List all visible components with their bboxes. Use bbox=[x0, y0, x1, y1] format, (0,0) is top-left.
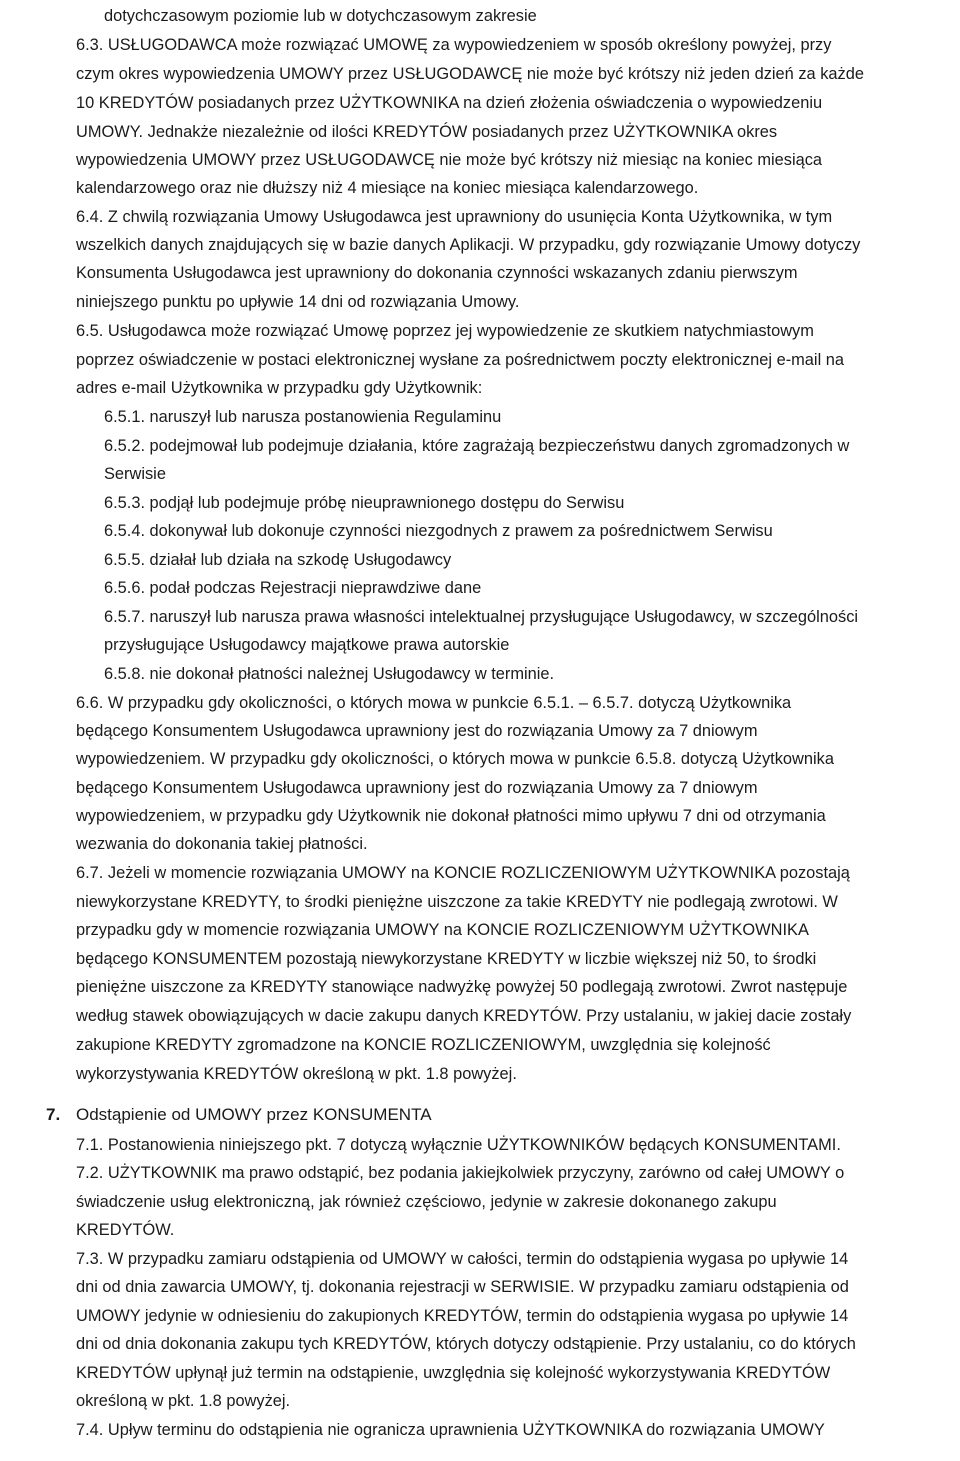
text-line: dni od dnia zawarcia UMOWY, tj. dokonania rejestracji w SERWISIE. W przypadku zamiaru odstąpienia od bbox=[76, 1278, 849, 1296]
text-line: przysługujące Usługodawcy majątkowe prawa autorskie bbox=[104, 636, 510, 654]
text-line: 7.3. W przypadku zamiaru odstąpienia od UMOWY w całości, termin do odstąpienia wygasa po upływie 14 bbox=[76, 1250, 849, 1268]
text-line: 6.3. USŁUGODAWCA może rozwiązać UMOWĘ za wypowiedzeniem w sposób określony powyżej, przy bbox=[76, 36, 832, 54]
text-line: poprzez oświadczenie w postaci elektronicznej wysłane za pośrednictwem poczty elektronicznej e-mail na bbox=[76, 351, 844, 369]
text-line: 10 KREDYTÓW posiadanych przez UŻYTKOWNIKA na dzień złożenia oświadczenia o wypowiedzeniu bbox=[76, 94, 823, 112]
text-line: 6.7. Jeżeli w momencie rozwiązania UMOWY na KONCIE ROZLICZENIOWYM UŻYTKOWNIKA pozostają bbox=[76, 864, 850, 882]
section-number: 7. bbox=[46, 1105, 61, 1124]
text-line: wszelkich danych znajdujących się w bazie danych Aplikacji. W przypadku, gdy rozwiązanie Umowy dotyczy bbox=[76, 236, 861, 254]
text-line: KREDYTÓW. bbox=[76, 1221, 175, 1239]
text-line: 6.5.4. dokonywał lub dokonuje czynności niezgodnych z prawem za pośrednictwem Serwisu bbox=[104, 522, 773, 540]
text-line: niniejszego punktu po upływie 14 dni od rozwiązania Umowy. bbox=[76, 293, 520, 311]
text-line: wezwania do dokonania takiej płatności. bbox=[76, 835, 368, 853]
text-line: 7.2. UŻYTKOWNIK ma prawo odstąpić, bez podania jakiejkolwiek przyczyny, zarówno od całej UMOWY o bbox=[76, 1164, 845, 1182]
text-line: wypowiedzeniem. W przypadku gdy okoliczności, o których mowa w punkcie 6.5.8. dotyczą Użytkownika bbox=[76, 750, 834, 768]
text-line: 6.5.8. nie dokonał płatności należnej Usługodawcy w terminie. bbox=[104, 665, 555, 683]
text-line: czym okres wypowiedzenia UMOWY przez USŁUGODAWCĘ nie może być krótszy niż jeden dzień za każde bbox=[76, 65, 864, 83]
text-line: niewykorzystane KREDYTY, to środki pieniężne uiszczone za takie KREDYTY nie podlegają zwrotowi. W bbox=[76, 893, 838, 911]
text-line: 6.5. Usługodawca może rozwiązać Umowę poprzez jej wypowiedzenie ze skutkiem natychmiastowym bbox=[76, 322, 814, 340]
text-line: będącego KONSUMENTEM pozostają niewykorzystane KREDYTY w liczbie większej niż 50, to środki bbox=[76, 950, 817, 968]
text-line: 7.1. Postanowienia niniejszego pkt. 7 dotyczą wyłącznie UŻYTKOWNIKÓW będących KONSUMENTAMI. bbox=[76, 1136, 841, 1154]
text-line: 6.5.6. podał podczas Rejestracji nieprawdziwe dane bbox=[104, 579, 482, 597]
text-line: 6.5.1. naruszył lub narusza postanowienia Regulaminu bbox=[104, 408, 502, 426]
text-line: 6.6. W przypadku gdy okoliczności, o których mowa w punkcie 6.5.1. – 6.5.7. dotyczą Użytkownika bbox=[76, 694, 792, 712]
text-line: zakupione KREDYTY zgromadzone na KONCIE ROZLICZENIOWYM, uwzględnia się kolejność bbox=[76, 1036, 771, 1054]
text-line: wypowiedzenia UMOWY przez USŁUGODAWCĘ nie może być krótszy niż miesiąc na koniec miesiąca bbox=[76, 151, 823, 169]
text-line: 6.5.5. działał lub działa na szkodę Usługodawcy bbox=[104, 551, 452, 569]
section-title: Odstąpienie od UMOWY przez KONSUMENTA bbox=[76, 1105, 432, 1124]
text-line: 7.4. Upływ terminu do odstąpienia nie ogranicza uprawnienia UŻYTKOWNIKA do rozwiązania UMOWY bbox=[76, 1421, 825, 1439]
text-line: KREDYTÓW upłynął już termin na odstąpienie, uwzględnia się kolejność wykorzystywania KREDYTÓW bbox=[76, 1364, 831, 1382]
text-line: Konsumenta Usługodawca jest uprawniony do dokonania czynności wskazanych zdaniu pierwszym bbox=[76, 264, 798, 282]
text-line: według stawek obowiązujących w dacie zakupu danych KREDYTÓW. Przy ustalaniu, w jakiej dacie zostały bbox=[76, 1007, 852, 1025]
text-line: dni od dnia dokonania zakupu tych KREDYTÓW, których dotyczy odstąpienie. Przy ustalaniu, co do których bbox=[76, 1335, 856, 1353]
text-line: Serwisie bbox=[104, 465, 166, 483]
text-line: dotychczasowym poziomie lub w dotychczasowym zakresie bbox=[104, 7, 537, 25]
text-line: 6.4. Z chwilą rozwiązania Umowy Usługodawca jest uprawniony do usunięcia Konta Użytkownika, w tym bbox=[76, 208, 833, 226]
text-line: będącego Konsumentem Usługodawca uprawniony jest do rozwiązania Umowy za 7 dniowym bbox=[76, 722, 758, 740]
text-line: pieniężne uiszczone za KREDYTY stanowiące nadwyżkę powyżej 50 podlegają zwrotowi. Zwrot następuje bbox=[76, 978, 848, 996]
text-line: 6.5.3. podjął lub podejmuje próbę nieuprawnionego dostępu do Serwisu bbox=[104, 494, 625, 512]
text-line: kalendarzowego oraz nie dłuższy niż 4 miesiące na koniec miesiąca kalendarzowego. bbox=[76, 179, 699, 197]
text-line: wypowiedzeniem, w przypadku gdy Użytkownik nie dokonał płatności mimo upływu 7 dni od otrzymania bbox=[76, 807, 826, 825]
text-line: 6.5.2. podejmował lub podejmuje działania, które zagrażają bezpieczeństwu danych zgromadzonych w bbox=[104, 437, 850, 455]
text-line: UMOWY. Jednakże niezależnie od ilości KREDYTÓW posiadanych przez UŻYTKOWNIKA okres bbox=[76, 123, 778, 141]
text-line: przypadku gdy w momencie rozwiązania UMOWY na KONCIE ROZLICZENIOWYM UŻYTKOWNIKA bbox=[76, 921, 809, 939]
text-line: świadczenie usług elektroniczną, jak również częściowo, jedynie w zakresie dokonanego zakupu bbox=[76, 1193, 777, 1211]
text-line: UMOWY jedynie w odniesieniu do zakupionych KREDYTÓW, termin do odstąpienia wygasa po upływie 14 bbox=[76, 1307, 849, 1325]
text-line: określoną w pkt. 1.8 powyżej. bbox=[76, 1392, 291, 1410]
text-line: będącego Konsumentem Usługodawca uprawniony jest do rozwiązania Umowy za 7 dniowym bbox=[76, 779, 758, 797]
text-line: 6.5.7. naruszył lub narusza prawa własności intelektualnej przysługujące Usługodawcy, w szczególności bbox=[104, 608, 859, 626]
text-line: adres e-mail Użytkownika w przypadku gdy Użytkownik: bbox=[76, 379, 483, 397]
text-line: wykorzystywania KREDYTÓW określoną w pkt. 1.8 powyżej. bbox=[76, 1065, 517, 1083]
